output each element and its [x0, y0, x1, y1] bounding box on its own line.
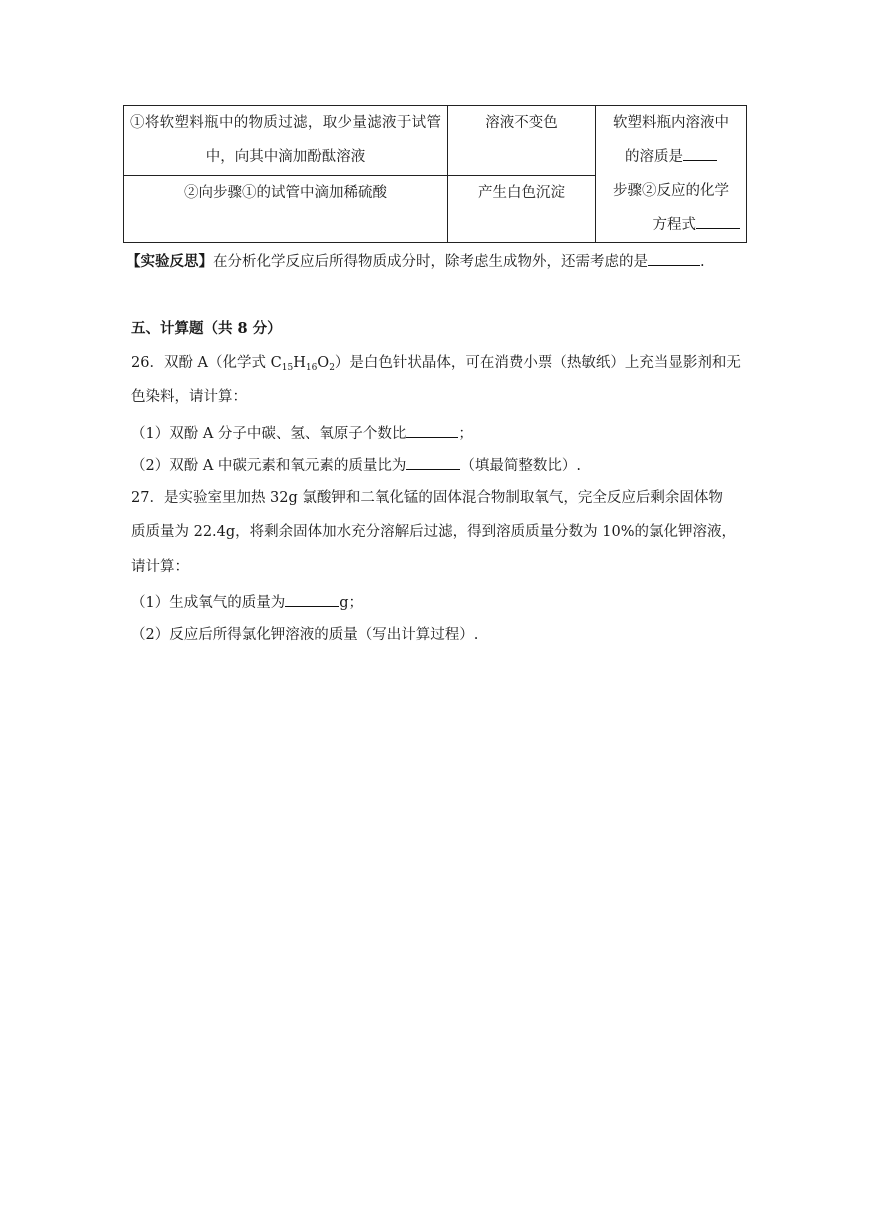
step-cell	[124, 175, 448, 243]
q26-part1: （1）双酚 A 分子中碳、氢、氧原子个数比 ；	[131, 422, 473, 444]
q27-line: 请计算：	[131, 559, 189, 575]
answer-blank[interactable]	[683, 145, 717, 161]
step-text: ②向步骤①的试管中滴加稀硫酸	[184, 184, 387, 201]
phenomenon-cell	[448, 175, 596, 243]
step-cell	[124, 106, 448, 176]
section-heading: 五、计算题（共 8 分）	[131, 320, 282, 337]
conclusion-line: 方程式	[602, 208, 740, 242]
phenomenon-cell	[448, 106, 596, 176]
conclusion-line: 软塑料瓶内溶液中	[613, 115, 729, 131]
q27-line: 27．是实验室里加热 32g 氯酸钾和二氧化锰的固体混合物制取氧气，完全反应后剩余固体物	[131, 490, 723, 506]
answer-blank[interactable]	[696, 213, 740, 229]
phenomenon-text: 产生白色沉淀	[478, 184, 565, 201]
conclusion-line: 步骤②反应的化学	[613, 183, 729, 199]
q27-part2: （2）反应后所得氯化钾溶液的质量（写出计算过程）.	[131, 627, 479, 643]
reflection-line: 【实验反思】在分析化学反应后所得物质成分时，除考虑生成物外，还需考虑的是 .	[126, 250, 705, 272]
table-row	[124, 106, 747, 176]
q27-part1: （1）生成氧气的质量为 g；	[131, 591, 363, 613]
q27-line: 质质量为 22.4g，将剩余固体加水充分溶解后过滤，得到溶质质量分数为 10%的氯化钾溶液，	[131, 524, 737, 540]
q26-intro: 26．双酚 A（化学式 $C_{15}H_{16}O_2$）是白色针状晶体，可在消费小票（热敏纸）上充当显影剂和无	[131, 355, 741, 373]
q26-intro-cont: 色染料，请计算：	[131, 389, 247, 405]
conclusion-line: 的溶质是	[602, 140, 740, 174]
answer-blank[interactable]	[406, 422, 458, 438]
phenomenon-text: 溶液不变色	[485, 115, 558, 131]
reflection-text: 在分析化学反应后所得物质成分时，除考虑生成物外，还需考虑的是	[213, 254, 648, 270]
step-text: ①将软塑料瓶中的物质过滤，取少量滤液于试管中，向其中滴加酚酞溶液	[130, 115, 441, 165]
answer-blank[interactable]	[648, 250, 700, 266]
q26-part2: （2）双酚 A 中碳元素和氧元素的质量比为 （填最简整数比）.	[131, 454, 581, 476]
reflection-label: 【实验反思】	[126, 253, 213, 270]
answer-blank[interactable]	[406, 454, 460, 470]
experiment-table	[123, 105, 747, 243]
conclusion-cell	[596, 106, 747, 243]
answer-blank[interactable]	[285, 591, 339, 607]
